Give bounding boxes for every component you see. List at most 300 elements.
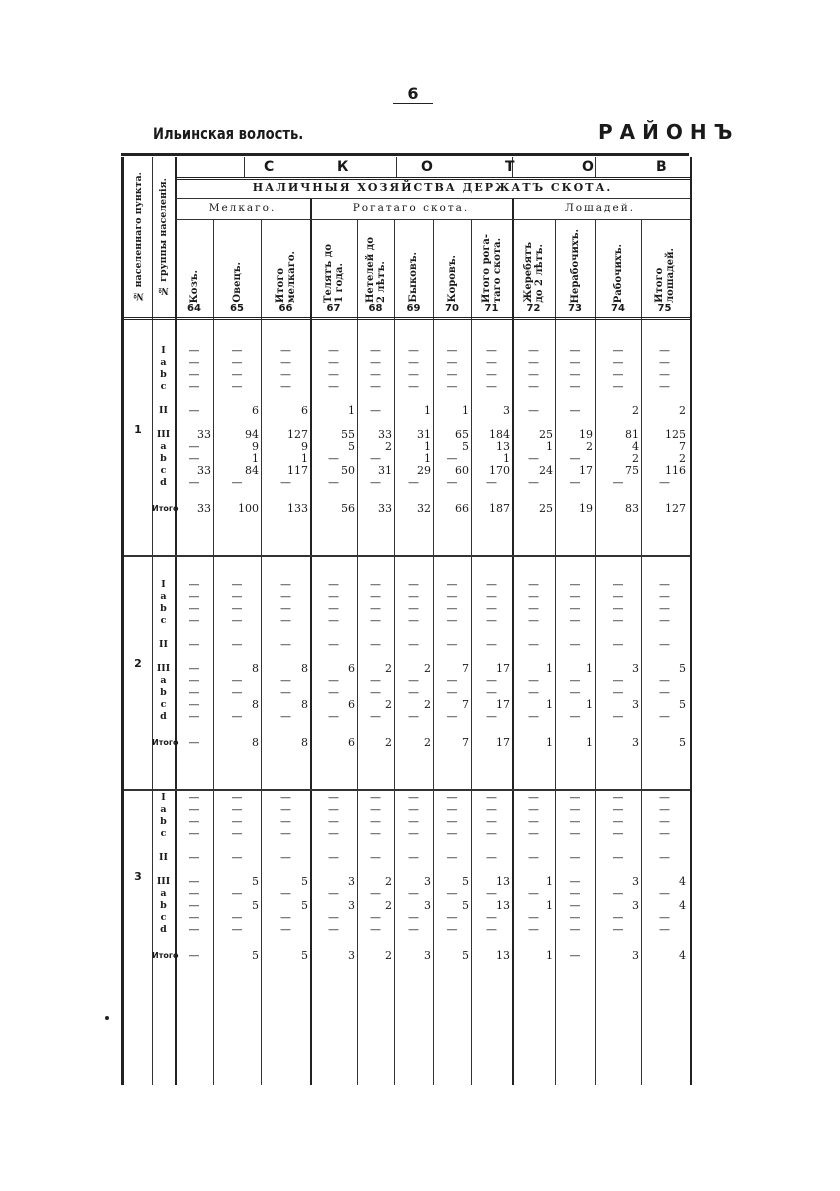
empty-cell: — (486, 803, 497, 816)
value-cell: 75 (625, 464, 639, 477)
empty-cell: — (280, 578, 291, 591)
empty-cell: — (528, 404, 539, 417)
empty-cell: — (569, 923, 581, 936)
column-header-text: Телятъ до 1 года. (322, 244, 345, 303)
value-cell: 9 (301, 440, 308, 453)
empty-cell: — (486, 911, 497, 924)
empty-cell: — (612, 851, 624, 864)
empty-cell: — (528, 590, 539, 603)
row-label: a (160, 441, 167, 452)
value-cell: 19 (579, 428, 593, 441)
value-cell: 6 (348, 662, 355, 675)
empty-cell: — (370, 452, 381, 465)
empty-cell: — (280, 356, 291, 369)
empty-cell: — (188, 686, 200, 699)
livestock-table (121, 157, 692, 1085)
page-number: 6 (393, 85, 433, 104)
column-header-text: Быковъ. (408, 252, 419, 303)
empty-cell: — (569, 686, 581, 699)
value-cell: 33 (197, 428, 211, 441)
empty-cell: — (231, 791, 243, 804)
empty-cell: — (659, 356, 670, 369)
value-cell: 17 (496, 698, 510, 711)
empty-cell: — (280, 638, 291, 651)
column-number: 66 (278, 303, 293, 314)
empty-cell: — (328, 638, 339, 651)
empty-cell: — (528, 887, 539, 900)
value-cell: 7 (462, 698, 469, 711)
empty-cell: — (612, 887, 624, 900)
value-cell: 13 (496, 875, 510, 888)
empty-cell: — (446, 590, 458, 603)
empty-cell: — (486, 710, 497, 723)
empty-cell: — (486, 368, 497, 381)
empty-cell: — (408, 476, 419, 489)
row-label: d (160, 924, 167, 935)
value-cell: 1 (586, 698, 593, 711)
value-cell: 5 (301, 875, 308, 888)
column-header-text: Итого рога- таго скота. (480, 233, 503, 303)
empty-cell: — (528, 602, 539, 615)
empty-cell: — (408, 380, 419, 393)
empty-cell: — (528, 344, 539, 357)
empty-cell: — (370, 791, 381, 804)
column-header (213, 223, 261, 303)
empty-cell: — (569, 791, 581, 804)
value-cell: 2 (385, 698, 392, 711)
column-header (512, 223, 555, 303)
empty-cell: — (188, 344, 200, 357)
empty-cell: — (188, 851, 200, 864)
empty-cell: — (370, 923, 381, 936)
empty-cell: — (612, 638, 624, 651)
column-header-text: Козъ. (188, 269, 200, 303)
empty-cell: — (408, 815, 419, 828)
empty-cell: — (188, 791, 200, 804)
empty-cell: — (486, 638, 497, 651)
empty-cell: — (328, 911, 339, 924)
value-cell: 25 (539, 502, 553, 515)
value-cell: 66 (455, 502, 469, 515)
empty-cell: — (446, 791, 458, 804)
empty-cell: — (280, 674, 291, 687)
header-bottom-rule (124, 317, 690, 320)
empty-cell: — (659, 614, 670, 627)
empty-cell: — (486, 791, 497, 804)
empty-cell: — (231, 344, 243, 357)
row-label: d (160, 477, 167, 488)
empty-cell: — (231, 638, 243, 651)
header-letter: К (337, 159, 349, 175)
empty-cell: — (569, 875, 581, 888)
empty-cell: — (188, 638, 200, 651)
value-cell: 5 (348, 440, 355, 453)
empty-cell: — (370, 344, 381, 357)
column-header (175, 223, 213, 303)
empty-cell: — (446, 815, 458, 828)
empty-cell: — (659, 791, 670, 804)
value-cell: 3 (632, 736, 639, 749)
row-label: Итого (152, 951, 179, 960)
value-cell: 184 (489, 428, 510, 441)
value-cell: 116 (665, 464, 686, 477)
empty-cell: — (528, 803, 539, 816)
header-rule (175, 177, 690, 180)
empty-cell: — (370, 356, 381, 369)
value-cell: 125 (665, 428, 686, 441)
value-cell: 6 (348, 736, 355, 749)
empty-cell: — (280, 851, 291, 864)
empty-cell: — (528, 638, 539, 651)
empty-cell: — (446, 686, 458, 699)
empty-cell: — (231, 803, 243, 816)
value-cell: 6 (348, 698, 355, 711)
empty-cell: — (446, 578, 458, 591)
empty-cell: — (612, 614, 624, 627)
side-header-text: № группы населенія. (158, 177, 169, 297)
row-label: c (160, 828, 167, 839)
empty-cell: — (408, 887, 419, 900)
header-rule (175, 198, 690, 199)
empty-cell: — (659, 590, 670, 603)
empty-cell: — (569, 368, 581, 381)
column-header (310, 223, 357, 303)
empty-cell: — (612, 674, 624, 687)
value-cell: 4 (632, 440, 639, 453)
empty-cell: — (612, 590, 624, 603)
value-cell: 24 (539, 464, 553, 477)
empty-cell: — (370, 815, 381, 828)
value-cell: 3 (424, 899, 431, 912)
empty-cell: — (188, 380, 200, 393)
empty-cell: — (486, 590, 497, 603)
empty-cell: — (328, 887, 339, 900)
header-rule (175, 219, 690, 220)
row-label: b (160, 453, 167, 464)
value-cell: 3 (632, 698, 639, 711)
value-cell: 2 (385, 949, 392, 962)
table-top-rule (121, 153, 689, 156)
empty-cell: — (446, 638, 458, 651)
value-cell: 1 (546, 440, 553, 453)
empty-cell: — (446, 356, 458, 369)
empty-cell: — (188, 736, 200, 749)
value-cell: 25 (539, 428, 553, 441)
side-header-text: № населеннаго пункта. (132, 172, 144, 302)
empty-cell: — (446, 827, 458, 840)
empty-cell: — (328, 803, 339, 816)
empty-cell: — (328, 923, 339, 936)
empty-cell: — (528, 815, 539, 828)
empty-cell: — (188, 452, 200, 465)
empty-cell: — (612, 380, 624, 393)
value-cell: 2 (424, 736, 431, 749)
empty-cell: — (408, 344, 419, 357)
empty-cell: — (569, 590, 581, 603)
empty-cell: — (188, 827, 200, 840)
value-cell: 1 (546, 949, 553, 962)
empty-cell: — (569, 803, 581, 816)
empty-cell: — (528, 368, 539, 381)
empty-cell: — (408, 638, 419, 651)
value-cell: 29 (417, 464, 431, 477)
empty-cell: — (408, 590, 419, 603)
value-cell: 2 (385, 736, 392, 749)
value-cell: 3 (348, 949, 355, 962)
value-cell: 2 (586, 440, 593, 453)
empty-cell: — (231, 614, 243, 627)
value-cell: 5 (679, 662, 686, 675)
empty-cell: — (528, 614, 539, 627)
empty-cell: — (612, 815, 624, 828)
empty-cell: — (612, 803, 624, 816)
value-cell: 3 (348, 899, 355, 912)
empty-cell: — (231, 827, 243, 840)
row-label: Итого (152, 738, 179, 747)
section-rule (124, 789, 690, 791)
value-cell: 5 (301, 949, 308, 962)
value-cell: 3 (348, 875, 355, 888)
value-cell: 8 (301, 736, 308, 749)
empty-cell: — (612, 602, 624, 615)
empty-cell: — (528, 686, 539, 699)
empty-cell: — (370, 614, 381, 627)
row-label: c (160, 465, 167, 476)
empty-cell: — (446, 887, 458, 900)
value-cell: 5 (462, 440, 469, 453)
value-cell: 7 (679, 440, 686, 453)
value-cell: 1 (462, 404, 469, 417)
empty-cell: — (231, 602, 243, 615)
empty-cell: — (486, 923, 497, 936)
column-number: 75 (657, 303, 672, 314)
empty-cell: — (612, 827, 624, 840)
header-letter: В (656, 159, 667, 175)
value-cell: 33 (197, 502, 211, 515)
empty-cell: — (446, 803, 458, 816)
empty-cell: — (328, 674, 339, 687)
empty-cell: — (528, 710, 539, 723)
value-cell: 55 (341, 428, 355, 441)
empty-cell: — (408, 602, 419, 615)
column-header-text: Нерабочихъ. (569, 228, 581, 303)
value-cell: 8 (252, 736, 259, 749)
empty-cell: — (569, 949, 581, 962)
value-cell: 50 (341, 464, 355, 477)
value-cell: 2 (679, 452, 686, 465)
value-cell: 8 (252, 662, 259, 675)
group-number-header (152, 157, 175, 317)
column-header-text: Нетелей до 2 лѣтъ. (364, 236, 387, 303)
empty-cell: — (328, 710, 339, 723)
empty-cell: — (569, 356, 581, 369)
column-header-text: Овецъ. (231, 262, 243, 303)
empty-cell: — (528, 827, 539, 840)
value-cell: 1 (546, 662, 553, 675)
empty-cell: — (486, 602, 497, 615)
empty-cell: — (370, 710, 381, 723)
value-cell: 83 (625, 502, 639, 515)
row-label: c (160, 912, 167, 923)
empty-cell: — (659, 344, 670, 357)
empty-cell: — (231, 590, 243, 603)
value-cell: 84 (245, 464, 259, 477)
empty-cell: — (569, 344, 581, 357)
empty-cell: — (280, 710, 291, 723)
empty-cell: — (370, 674, 381, 687)
column-number: 72 (526, 303, 541, 314)
empty-cell: — (569, 815, 581, 828)
row-label: II (159, 852, 168, 863)
empty-cell: — (280, 815, 291, 828)
value-cell: 6 (252, 404, 259, 417)
empty-cell: — (188, 674, 200, 687)
value-cell: 1 (546, 698, 553, 711)
empty-cell: — (188, 440, 200, 453)
empty-cell: — (446, 923, 458, 936)
empty-cell: — (370, 368, 381, 381)
value-cell: 19 (579, 502, 593, 515)
empty-cell: — (370, 686, 381, 699)
value-cell: 187 (489, 502, 510, 515)
value-cell: 2 (385, 662, 392, 675)
column-header-text: Коровъ. (446, 255, 458, 303)
header-letter: Т (505, 159, 515, 175)
empty-cell: — (446, 911, 458, 924)
value-cell: 2 (424, 662, 431, 675)
column-number: 70 (445, 303, 459, 314)
value-cell: 13 (496, 949, 510, 962)
empty-cell: — (408, 368, 419, 381)
empty-cell: — (486, 686, 497, 699)
value-cell: 3 (424, 949, 431, 962)
empty-cell: — (486, 827, 497, 840)
empty-cell: — (188, 578, 200, 591)
value-cell: 7 (462, 662, 469, 675)
value-cell: 8 (301, 698, 308, 711)
value-cell: 1 (301, 452, 308, 465)
empty-cell: — (370, 851, 381, 864)
empty-cell: — (188, 662, 200, 675)
value-cell: 1 (546, 736, 553, 749)
empty-cell: — (528, 476, 539, 489)
value-cell: 1 (424, 452, 431, 465)
value-cell: 7 (462, 736, 469, 749)
empty-cell: — (486, 344, 497, 357)
rayon-title: РАЙОНЪ (598, 120, 740, 144)
value-cell: 94 (245, 428, 259, 441)
value-cell: 170 (489, 464, 510, 477)
value-cell: 117 (287, 464, 308, 477)
empty-cell: — (231, 686, 243, 699)
empty-cell: — (328, 452, 339, 465)
column-number: 73 (568, 303, 582, 314)
empty-cell: — (528, 356, 539, 369)
column-header-text: Итого лошадей. (653, 248, 676, 303)
column-header (641, 223, 688, 303)
subtitle: НАЛИЧНЫЯ ХОЗЯЙСТВА ДЕРЖАТЪ СКОТА. (252, 181, 613, 194)
empty-cell: — (231, 887, 243, 900)
value-cell: 1 (586, 662, 593, 675)
empty-cell: — (188, 698, 200, 711)
empty-cell: — (569, 602, 581, 615)
empty-cell: — (659, 476, 670, 489)
header-letter: О (582, 159, 594, 175)
value-cell: 5 (252, 875, 259, 888)
empty-cell: — (188, 590, 200, 603)
empty-cell: — (659, 710, 670, 723)
value-cell: 3 (632, 949, 639, 962)
empty-cell: — (328, 815, 339, 828)
empty-cell: — (328, 578, 339, 591)
column-header-text: Рабочихъ. (612, 243, 624, 303)
empty-cell: — (446, 614, 458, 627)
value-cell: 2 (385, 440, 392, 453)
value-cell: 3 (424, 875, 431, 888)
value-cell: 1 (348, 404, 355, 417)
value-cell: 31 (378, 464, 392, 477)
value-cell: 5 (252, 899, 259, 912)
row-label: b (160, 369, 167, 380)
empty-cell: — (612, 578, 624, 591)
settlement-number: 3 (134, 870, 142, 883)
value-cell: 60 (455, 464, 469, 477)
empty-cell: — (408, 614, 419, 627)
row-label: III (156, 876, 171, 887)
empty-cell: — (569, 710, 581, 723)
empty-cell: — (328, 851, 339, 864)
empty-cell: — (486, 476, 497, 489)
value-cell: 5 (679, 698, 686, 711)
empty-cell: — (280, 686, 291, 699)
settlement-number-header (124, 157, 152, 317)
row-label: c (160, 615, 167, 626)
empty-cell: — (408, 851, 419, 864)
empty-cell: — (569, 404, 581, 417)
empty-cell: — (231, 710, 243, 723)
empty-cell: — (370, 590, 381, 603)
empty-cell: — (612, 686, 624, 699)
value-cell: 1 (586, 736, 593, 749)
value-cell: 2 (385, 899, 392, 912)
empty-cell: — (188, 923, 200, 936)
empty-cell: — (188, 815, 200, 828)
value-cell: 81 (625, 428, 639, 441)
empty-cell: — (370, 887, 381, 900)
empty-cell: — (408, 686, 419, 699)
value-cell: 32 (417, 502, 431, 515)
column-header (595, 223, 641, 303)
empty-cell: — (612, 791, 624, 804)
empty-cell: — (231, 911, 243, 924)
header-skotov (175, 161, 690, 177)
column-header (261, 223, 310, 303)
empty-cell: — (188, 949, 200, 962)
empty-cell: — (528, 578, 539, 591)
column-header (433, 223, 471, 303)
value-cell: 1 (546, 899, 553, 912)
empty-cell: — (370, 911, 381, 924)
empty-cell: — (328, 827, 339, 840)
empty-cell: — (408, 674, 419, 687)
value-cell: 8 (301, 662, 308, 675)
column-number: 68 (368, 303, 383, 314)
empty-cell: — (231, 368, 243, 381)
value-cell: 17 (579, 464, 593, 477)
value-cell: 17 (496, 662, 510, 675)
empty-cell: — (188, 602, 200, 615)
print-speck (105, 1016, 109, 1020)
